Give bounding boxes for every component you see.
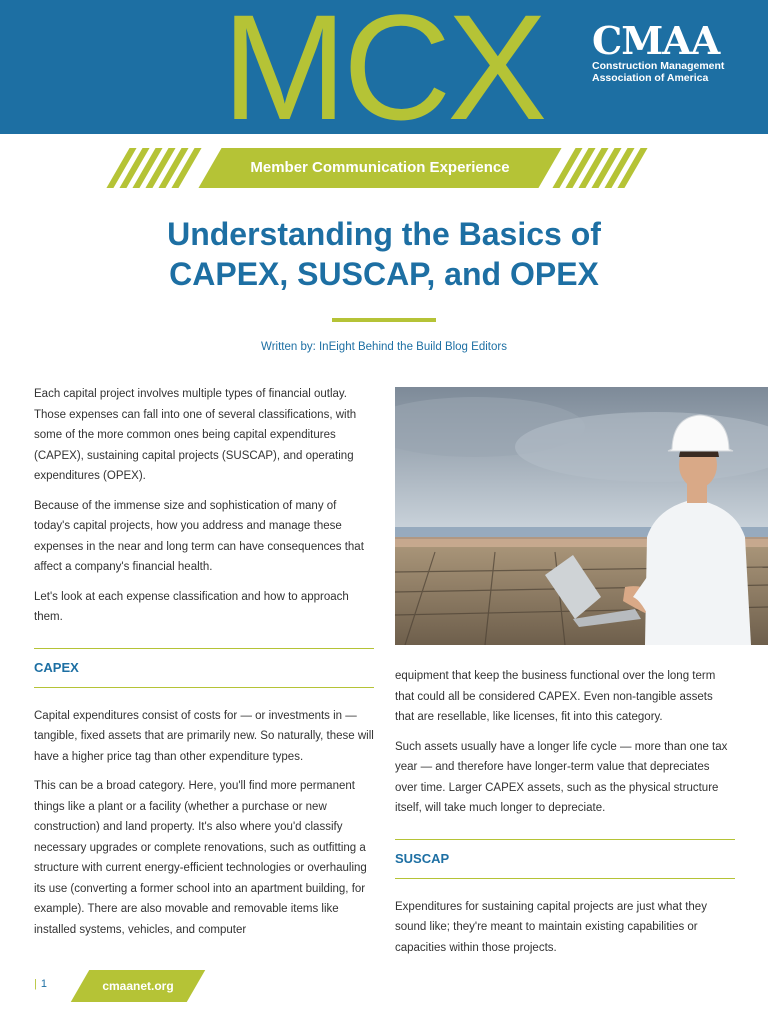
cmaa-logo-name: CMAA bbox=[592, 18, 720, 63]
banner-text: Member Communication Experience bbox=[250, 159, 510, 176]
header-band bbox=[0, 0, 768, 134]
intro-paragraph-3: Let's look at each expense classification and how to approach them. bbox=[34, 590, 349, 623]
right-column bbox=[395, 666, 735, 967]
mcx-wordmark: MCX bbox=[222, 0, 544, 134]
banner bbox=[100, 148, 660, 188]
left-stripes-decoration bbox=[118, 148, 190, 188]
intro-paragraph-1: Each capital project involves multiple types of financial outlay. Those expenses can fall into one of several classifications, with some of the more common ones being capital expenditures (CAPEX), sustaining capital projects (SUSCAP), and operating expenditures (OPEX). bbox=[34, 388, 357, 482]
right-stripes-decoration bbox=[564, 148, 636, 188]
capex-paragraph-2: This can be a broad category. Here, you'll find more permanent things like a plant or a facility (whether a purchase or new construction) and land property. It's also where you'd classify necessary upgrades or complete renovations, such as outfitting a structure with current energy-efficient technologies or overhauling its use (converting a former school into an apartment building, for example). There are also movable and removable items like installed systems, vehicles, and computer bbox=[34, 780, 367, 936]
intro-paragraph-2: Because of the immense size and sophistication of many of today's capital projects, how you address and manage these expenses in the near and long term can have consequences that affect a company's financial health. bbox=[34, 499, 364, 573]
title-line-2: CAPEX, SUSCAP, and OPEX bbox=[169, 256, 599, 292]
engineer-photo bbox=[395, 387, 768, 645]
cmaa-logo-line2: Association of America bbox=[592, 72, 709, 84]
suscap-heading: SUSCAP bbox=[395, 839, 735, 879]
suscap-paragraph-1: Expenditures for sustaining capital projects are just what they sound like; they're meant to maintain existing capabilities or capacities within those projects. bbox=[395, 900, 707, 954]
page-title bbox=[60, 214, 708, 294]
title-line-1: Understanding the Basics of bbox=[167, 216, 601, 252]
footer-site-link[interactable]: cmaanet.org bbox=[102, 979, 174, 993]
left-column bbox=[34, 384, 374, 949]
title-divider bbox=[332, 318, 436, 322]
footer-divider: | bbox=[34, 978, 37, 990]
cmaa-logo[interactable] bbox=[592, 18, 742, 84]
capex-paragraph-1: Capital expenditures consist of costs for — or investments in — tangible, fixed assets that are primarily new. So naturally, these will have a higher price tag than other expenditure types. bbox=[34, 709, 374, 763]
cmaa-logo-line1: Construction Management bbox=[592, 60, 725, 72]
byline: Written by: InEight Behind the Build Blog Editors bbox=[261, 341, 507, 353]
capex-paragraph-4: Such assets usually have a longer life cycle — more than one tax year — and therefore have longer-term value that depreciates over time. Larger CAPEX assets, such as the physical structure itself, will take much longer to depreciate. bbox=[395, 740, 728, 814]
page-number-value: 1 bbox=[40, 978, 47, 990]
capex-heading: CAPEX bbox=[34, 648, 374, 688]
page-number bbox=[34, 978, 51, 990]
capex-paragraph-3: equipment that keep the business functional over the long term that could all be considered CAPEX. Even non-tangible assets that are resellable, like licenses, fit into this category. bbox=[395, 670, 716, 723]
